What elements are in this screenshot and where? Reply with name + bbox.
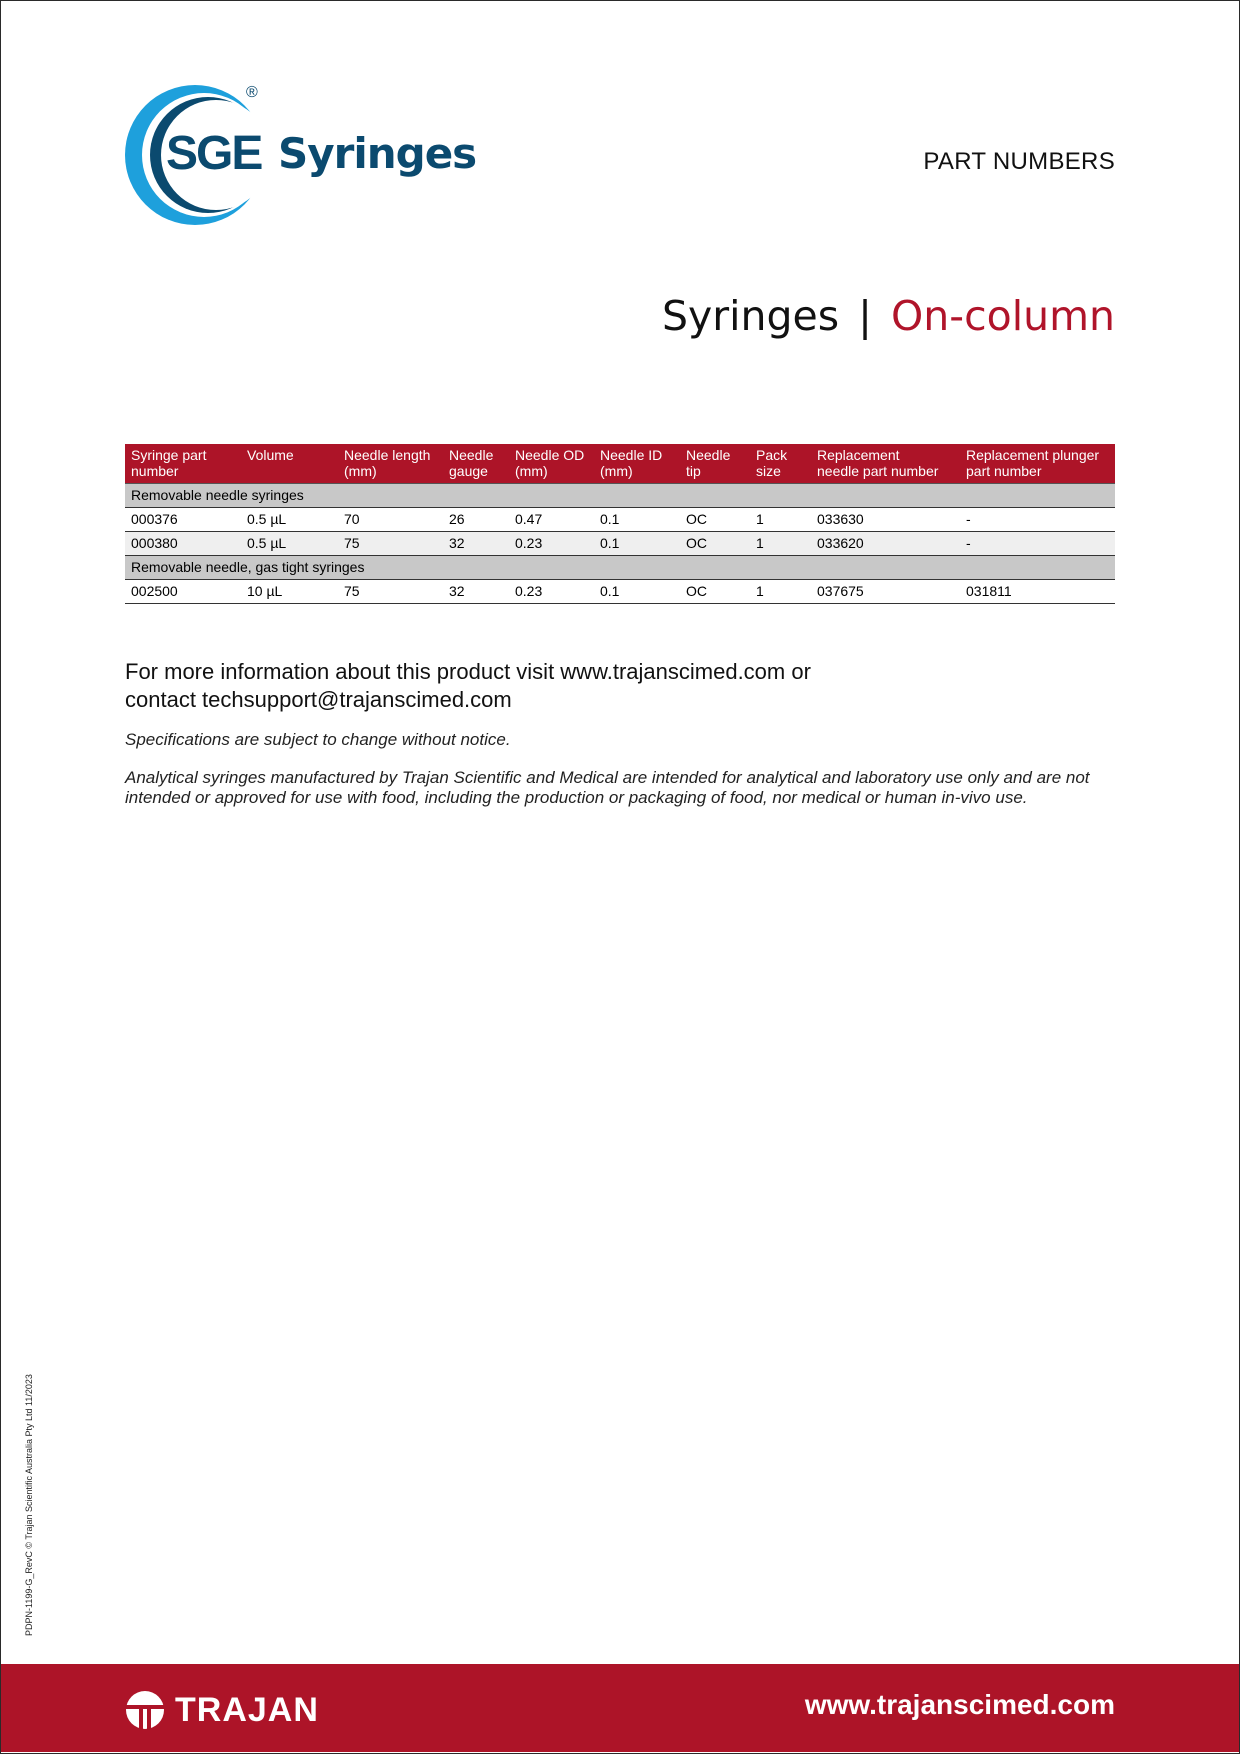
col-pack-size: Pack size [750,444,811,484]
logo-brand-text: SGE [166,127,262,180]
contact-info [125,658,1115,714]
table-header-row [125,444,1115,484]
disclaimer-note: Analytical syringes manufactured by Trajan Scientific and Medical are intended for analytical and laboratory use only and are not intended or approved for use with food, including the production or packaging of food, nor medical or human in-vivo use. [125,768,1090,807]
cell-part-number: 000380 [125,532,241,556]
part-numbers-table [125,444,1115,604]
spec-note: Specifications are subject to change without notice. [125,730,511,749]
cell-replacement-needle: 037675 [811,580,960,604]
col-needle-od: Needle OD (mm) [509,444,594,484]
title-main: Syringes [661,292,840,340]
document-reference: PDPN-1199-G_RevC © Trajan Scientific Australia Pty Ltd 11/2023 [24,1374,34,1636]
title-separator: | [858,292,872,340]
cell-needle-length: 75 [338,580,443,604]
cell-replacement-plunger: - [960,532,1115,556]
logo-product-text: Syringes [278,129,477,178]
cell-pack-size: 1 [750,508,811,532]
cell-volume: 0.5 µL [241,532,338,556]
title-accent: On-column [891,292,1115,340]
contact-line-1: For more information about this product visit www.trajanscimed.com or [125,659,811,684]
cell-replacement-plunger: - [960,508,1115,532]
cell-needle-od: 0.47 [509,508,594,532]
cell-needle-tip: OC [680,532,750,556]
trajan-brand-text: TRAJAN [175,1691,319,1729]
cell-needle-length: 70 [338,508,443,532]
trajan-t-icon [125,1690,165,1730]
col-volume: Volume [241,444,338,484]
cell-pack-size: 1 [750,580,811,604]
cell-needle-tip: OC [680,580,750,604]
table-row [125,532,1115,556]
footer-website-link[interactable]: www.trajanscimed.com [804,1689,1115,1720]
cell-part-number: 002500 [125,580,241,604]
cell-needle-length: 75 [338,532,443,556]
table-group-row [125,556,1115,580]
cell-volume: 10 µL [241,580,338,604]
cell-replacement-plunger: 031811 [960,580,1115,604]
col-replacement-needle: Replacement needle part number [811,444,960,484]
col-replacement-plunger: Replacement plunger part number [960,444,1115,484]
col-needle-gauge: Needle gauge [443,444,509,484]
registered-mark: ® [246,84,258,101]
cell-replacement-needle: 033630 [811,508,960,532]
cell-needle-id: 0.1 [594,580,680,604]
cell-needle-gauge: 32 [443,532,509,556]
section-label: PART NUMBERS [923,148,1115,175]
page-title [662,292,1115,340]
col-needle-length: Needle length (mm) [338,444,443,484]
cell-part-number: 000376 [125,508,241,532]
table-row [125,508,1115,532]
cell-needle-gauge: 32 [443,580,509,604]
cell-needle-od: 0.23 [509,532,594,556]
cell-needle-tip: OC [680,508,750,532]
cell-needle-id: 0.1 [594,532,680,556]
table-row [125,580,1115,604]
col-needle-tip: Needle tip [680,444,750,484]
cell-volume: 0.5 µL [241,508,338,532]
table-group-row [125,484,1115,508]
cell-needle-od: 0.23 [509,580,594,604]
sge-syringes-logo [122,82,482,228]
cell-needle-id: 0.1 [594,508,680,532]
contact-line-2: contact techsupport@trajanscimed.com [125,687,512,712]
group-label: Removable needle, gas tight syringes [125,556,1115,580]
group-label: Removable needle syringes [125,484,1115,508]
cell-needle-gauge: 26 [443,508,509,532]
col-needle-id: Needle ID (mm) [594,444,680,484]
col-syringe-part-number: Syringe part number [125,444,241,484]
cell-pack-size: 1 [750,532,811,556]
cell-replacement-needle: 033620 [811,532,960,556]
footer-bar [1,1664,1239,1752]
